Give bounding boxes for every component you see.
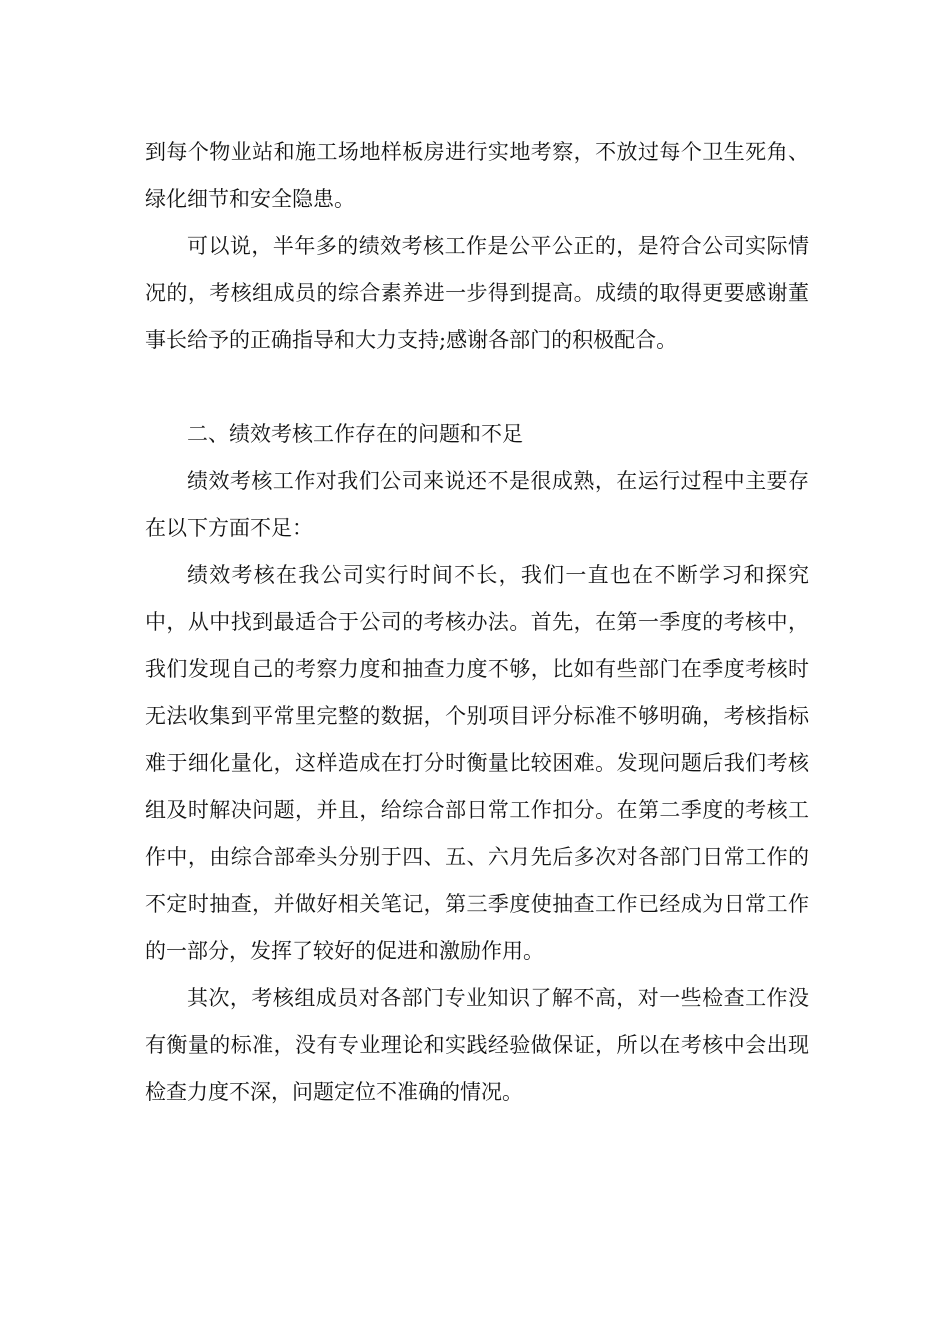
paragraph-continuation: 到每个物业站和施工场地样板房进行实地考察，不放过每个卫生死角、绿化细节和安全隐患。 — [145, 140, 809, 211]
paragraph-gap — [145, 364, 809, 411]
paragraph-summary: 可以说，半年多的绩效考核工作是公平公正的，是符合公司实际情况的，考核组成员的综合素养进一步得到提高。成绩的取得更要感谢董事长给予的正确指导和大力支持;感谢各部门的积极配合。 — [145, 234, 809, 352]
paragraph-second-issue: 其次，考核组成员对各部门专业知识了解不高，对一些检查工作没有衡量的标准，没有专业理论和实践经验做保证，所以在考核中会出现检查力度不深，问题定位不准确的情况。 — [145, 986, 809, 1104]
paragraph-intro: 绩效考核工作对我们公司来说还不是很成熟，在运行过程中主要存在以下方面不足： — [145, 469, 809, 540]
paragraph-first-issue: 绩效考核在我公司实行时间不长，我们一直也在不断学习和探究中，从中找到最适合于公司的考核办法。首先，在第一季度的考核中，我们发现自己的考察力度和抽查力度不够，比如有些部门在季度考核时无法收集到平常里完整的数据，个别项目评分标准不够明确，考核指标难于细化量化，这样造成在打分时衡量比较困难。发现问题后我们考核组及时解决问题，并且，给综合部日常工作扣分。在第二季度的考核工作中，由综合部牵头分别于四、五、六月先后多次对各部门日常工作的不定时抽查，并做好相关笔记，第三季度使抽查工作已经成为日常工作的一部分，发挥了较好的促进和激励作用。 — [145, 563, 809, 963]
document-body — [145, 129, 809, 1116]
section-heading: 二、绩效考核工作存在的问题和不足 — [187, 422, 523, 446]
